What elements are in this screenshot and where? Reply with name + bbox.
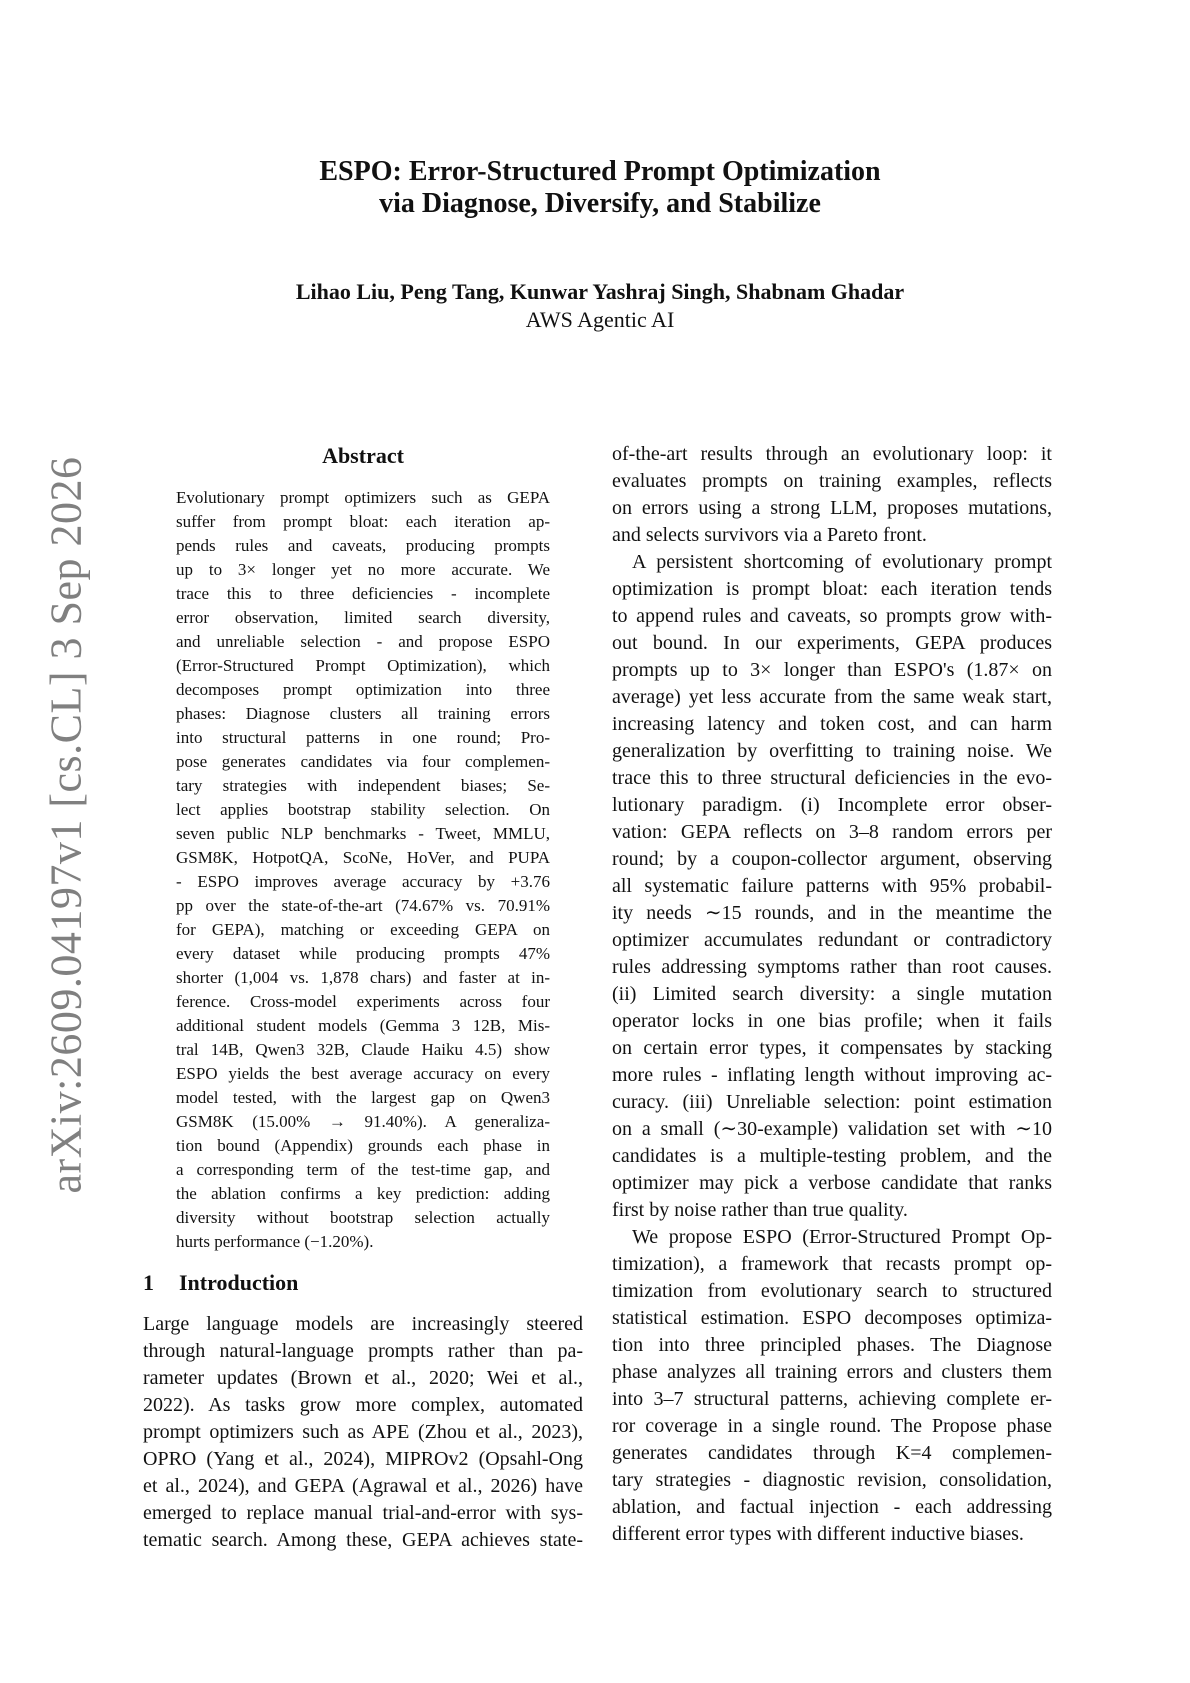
text-line: different error types with different inductive biases. (612, 1523, 1024, 1545)
text-line: a corresponding term of the test-time gap, and (176, 1160, 550, 1179)
text-line: evaluates prompts on training examples, reflects (612, 470, 1052, 492)
text-line: into structural patterns in one round; Pro- (176, 728, 550, 747)
text-line: suffer from prompt bloat: each iteration ap- (176, 512, 550, 531)
arxiv-stamp: arXiv:2609.04197v1 [cs.CL] 3 Sep 2026 (41, 456, 91, 1194)
text-line: model tested, with the largest gap on Qwen3 (176, 1088, 550, 1107)
text-line: shorter (1,004 vs. 1,878 chars) and faster at in- (176, 968, 550, 987)
text-line: GSM8K, HotpotQA, ScoNe, HoVer, and PUPA (176, 848, 550, 867)
text-line: Evolutionary prompt optimizers such as GEPA (176, 488, 550, 507)
text-line: (ii) Limited search diversity: a single mutation (612, 983, 1052, 1005)
text-line: tary strategies with independent biases; Se- (176, 776, 550, 795)
text-line: tary strategies - diagnostic revision, consolidation, (612, 1469, 1052, 1491)
text-line: generalization by overfitting to training noise. We (612, 740, 1052, 762)
text-line: on a small (∼30-example) validation set with ∼10 (612, 1118, 1052, 1140)
text-line: and selects survivors via a Pareto front. (612, 524, 927, 546)
title-line: ESPO: Error-Structured Prompt Optimization (319, 156, 881, 187)
text-line: hurts performance (−1.20%). (176, 1232, 374, 1251)
section-title: Introduction (179, 1270, 299, 1295)
text-line: decomposes prompt optimization into three (176, 680, 550, 699)
text-line: through natural-language prompts rather than pa- (143, 1340, 583, 1362)
text-line: trace this to three structural deficiencies in the evo- (612, 767, 1052, 789)
text-line: phase analyzes all training errors and clusters them (612, 1361, 1052, 1383)
text-line: of-the-art results through an evolutionary loop: it (612, 443, 1052, 465)
text-line: seven public NLP benchmarks - Tweet, MMLU, (176, 824, 550, 843)
right-column (612, 441, 1052, 1548)
text-line: increasing latency and token cost, and can harm (612, 713, 1052, 735)
text-line: pends rules and caveats, producing prompts (176, 536, 550, 555)
abstract-heading: Abstract (322, 443, 404, 468)
text-line: statistical estimation. ESPO decomposes optimiza- (612, 1307, 1052, 1329)
text-line: average) yet less accurate from the same weak start, (612, 686, 1052, 708)
text-line: prompts up to 3× longer than ESPO's (1.87× on (612, 659, 1052, 681)
text-line: into 3–7 structural patterns, achieving complete er- (612, 1388, 1052, 1410)
text-line: for GEPA), matching or exceeding GEPA on (176, 920, 550, 939)
text-line: optimization is prompt bloat: each iteration tends (612, 578, 1052, 600)
text-line: additional student models (Gemma 3 12B, Mis- (176, 1016, 550, 1035)
text-line: tematic search. Among these, GEPA achieves state- (143, 1529, 583, 1551)
intro-body (143, 1311, 583, 1554)
text-line: round; by a coupon-collector argument, observing (612, 848, 1052, 870)
text-line: timization), a framework that recasts prompt op- (612, 1253, 1052, 1275)
text-line: tion bound (Appendix) grounds each phase in (176, 1136, 550, 1155)
text-line: rules addressing symptoms rather than root causes. (612, 956, 1052, 978)
text-line: all systematic failure patterns with 95% probabil- (612, 875, 1052, 897)
text-line: pose generates candidates via four complemen- (176, 752, 550, 771)
text-line: to append rules and caveats, so prompts grow with- (612, 605, 1052, 627)
text-line: curacy. (iii) Unreliable selection: point estimation (612, 1091, 1052, 1113)
text-line: rameter updates (Brown et al., 2020; Wei et al., (143, 1367, 583, 1389)
text-line: tral 14B, Qwen3 32B, Claude Haiku 4.5) show (176, 1040, 550, 1059)
text-line: pp over the state-of-the-art (74.67% vs. 70.91% (176, 896, 550, 915)
text-line: ference. Cross-model experiments across four (176, 992, 550, 1011)
text-line: 2022). As tasks grow more complex, automated (143, 1394, 583, 1416)
text-line: candidates is a multiple-testing problem, and the (612, 1145, 1052, 1167)
text-line: emerged to replace manual trial-and-error with sys- (143, 1502, 583, 1524)
text-line: optimizer may pick a verbose candidate that ranks (612, 1172, 1052, 1194)
text-line: more rules - inflating length without improving ac- (612, 1064, 1052, 1086)
section-number: 1 (143, 1270, 154, 1295)
text-line: ity needs ∼15 rounds, and in the meantime the (612, 902, 1052, 924)
text-line: (Error-Structured Prompt Optimization), which (176, 656, 550, 675)
text-line: timization from evolutionary search to structured (612, 1280, 1052, 1302)
text-line: tion into three principled phases. The Diagnose (612, 1334, 1052, 1356)
text-line: trace this to three deficiencies - incomplete (176, 584, 550, 603)
abstract-body (176, 486, 550, 1254)
text-line: - ESPO improves average accuracy by +3.76 (176, 872, 550, 891)
text-line: and unreliable selection - and propose ESPO (176, 632, 550, 651)
authors: Lihao Liu, Peng Tang, Kunwar Yashraj Singh, Shabnam Ghadar (295, 279, 905, 304)
text-line: diversity without bootstrap selection actually (176, 1208, 550, 1227)
text-line: ESPO yields the best average accuracy on every (176, 1064, 550, 1083)
text-line: the ablation confirms a key prediction: adding (176, 1184, 550, 1203)
text-line: generates candidates through K=4 complemen- (612, 1442, 1052, 1464)
text-line: ablation, and factual injection - each addressing (612, 1496, 1052, 1518)
title-line: via Diagnose, Diversify, and Stabilize (379, 188, 821, 219)
text-line: out bound. In our experiments, GEPA produces (612, 632, 1052, 654)
intro-heading (143, 1269, 583, 1297)
text-line: error observation, limited search diversity, (176, 608, 550, 627)
text-line: We propose ESPO (Error-Structured Prompt Op- (632, 1226, 1052, 1248)
text-line: ror coverage in a single round. The Propose phase (612, 1415, 1052, 1437)
text-line: on errors using a strong LLM, proposes mutations, (612, 497, 1052, 519)
text-line: et al., 2024), and GEPA (Agrawal et al., 2026) have (143, 1475, 583, 1497)
text-line: Large language models are increasingly steered (143, 1313, 583, 1335)
text-line: prompt optimizers such as APE (Zhou et al., 2023), (143, 1421, 583, 1443)
text-line: lutionary paradigm. (i) Incomplete error obser- (612, 794, 1052, 816)
text-line: OPRO (Yang et al., 2024), MIPROv2 (Opsahl-Ong (143, 1448, 583, 1470)
text-line: A persistent shortcoming of evolutionary prompt (632, 551, 1052, 573)
text-line: vation: GEPA reflects on 3–8 random errors per (612, 821, 1052, 843)
text-line: operator locks in one bias profile; when it fails (612, 1010, 1052, 1032)
text-line: optimizer accumulates redundant or contradictory (612, 929, 1052, 951)
text-line: every dataset while producing prompts 47% (176, 944, 550, 963)
text-line: lect applies bootstrap stability selection. On (176, 800, 550, 819)
affiliation: AWS Agentic AI (525, 307, 675, 332)
text-line: phases: Diagnose clusters all training errors (176, 704, 550, 723)
text-line: GSM8K (15.00% → 91.40%). A generaliza- (176, 1112, 550, 1131)
paper-title (250, 156, 950, 220)
text-line: on certain error types, it compensates by stacking (612, 1037, 1052, 1059)
text-line: up to 3× longer yet no more accurate. We (176, 560, 550, 579)
text-line: first by noise rather than true quality. (612, 1199, 908, 1221)
